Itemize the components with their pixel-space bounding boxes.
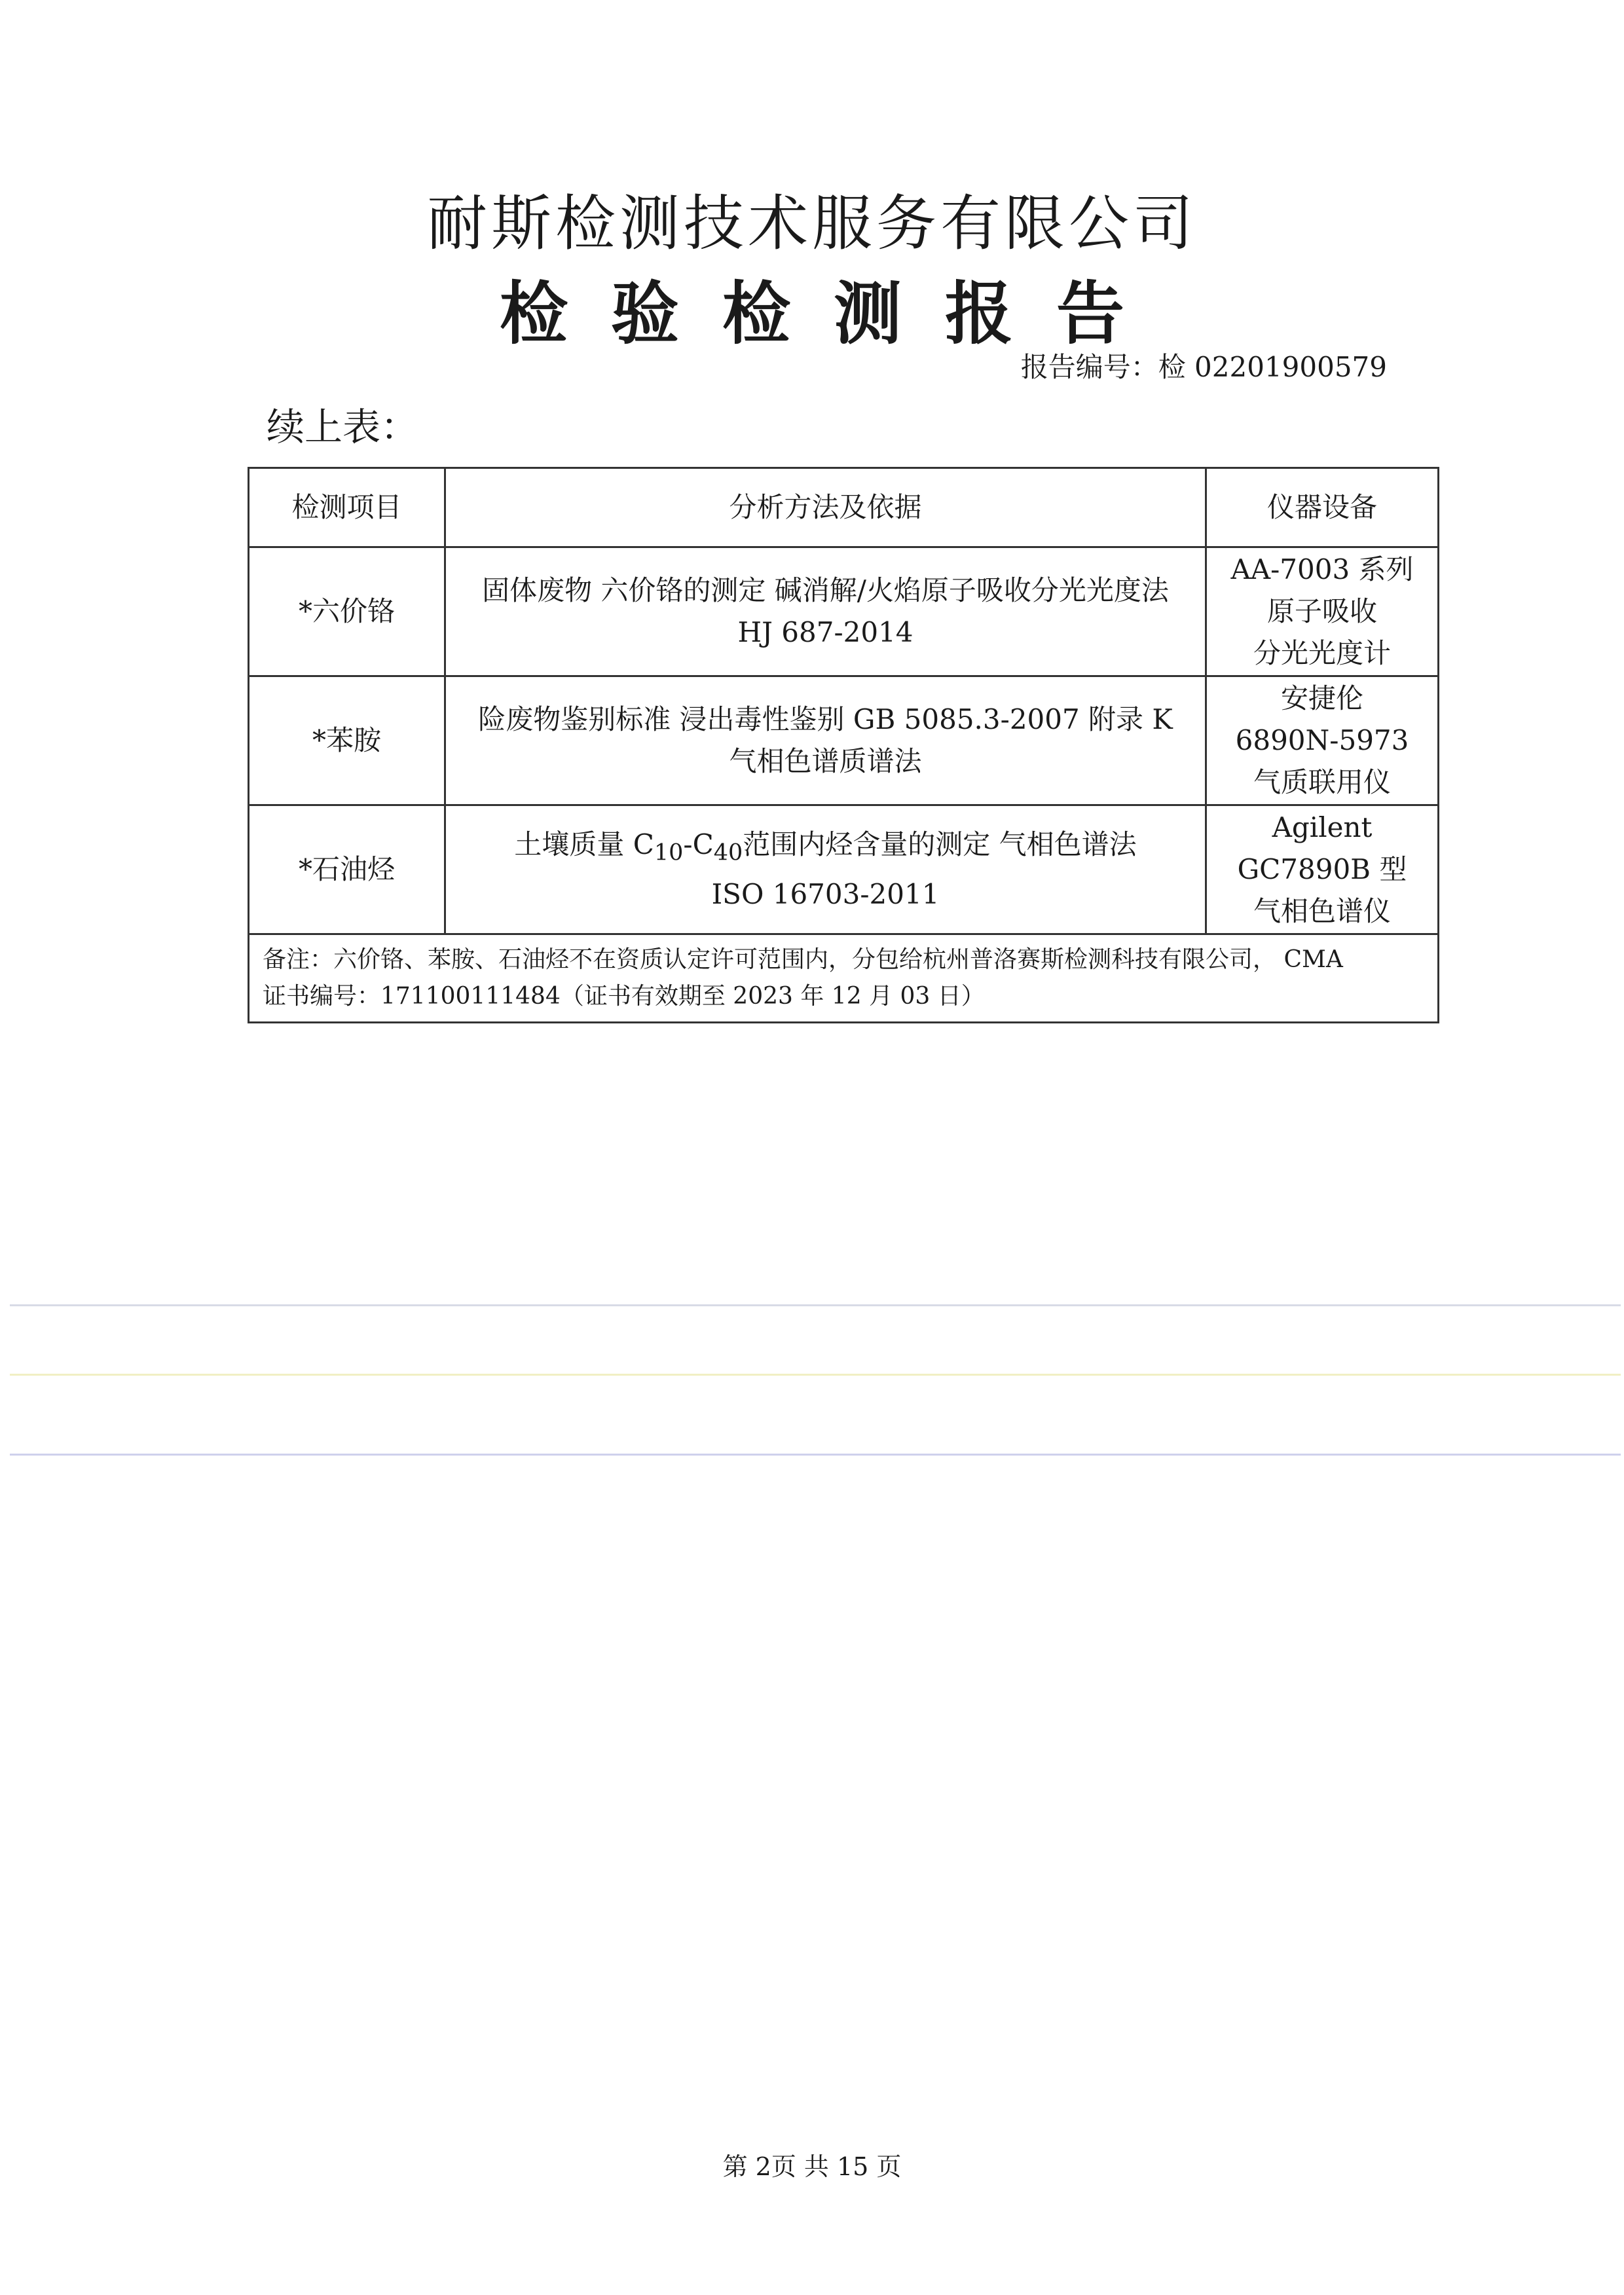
equipment-line: 原子吸收 bbox=[1266, 595, 1377, 627]
subscript: 40 bbox=[713, 839, 743, 866]
header-method: 分析方法及依据 bbox=[445, 468, 1206, 547]
scan-artifact-line bbox=[10, 1374, 1621, 1376]
note-row bbox=[249, 934, 1439, 1023]
equipment-line: 气质联用仪 bbox=[1253, 766, 1391, 798]
report-number: 报告编号：检 02201900579 bbox=[1020, 351, 1387, 383]
table-row bbox=[249, 547, 1439, 676]
equipment-cell bbox=[1206, 805, 1439, 934]
method-cell bbox=[445, 805, 1206, 934]
equipment-line: GC7890B 型 bbox=[1237, 853, 1407, 885]
scan-artifact-line bbox=[10, 1454, 1621, 1456]
header-test-item: 检测项目 bbox=[249, 468, 445, 547]
continued-label: 续上表： bbox=[267, 405, 419, 449]
note-line: 备注：六价铬、苯胺、石油烃不在资质认定许可范围内，分包给杭州普洛赛斯检测科技有限公司， CMA bbox=[263, 946, 1343, 973]
page-number: 第 2页 共 15 页 bbox=[722, 2152, 902, 2181]
method-text: 范围内烃含量的测定 气相色谱法 bbox=[743, 828, 1137, 860]
equipment-cell bbox=[1206, 547, 1439, 676]
equipment-line: 分光光度计 bbox=[1253, 637, 1391, 669]
method-cell bbox=[445, 547, 1206, 676]
test-item-cell: *六价铬 bbox=[249, 547, 445, 676]
equipment-line: 6890N-5973 bbox=[1235, 724, 1409, 756]
test-method-table bbox=[248, 467, 1439, 1023]
scan-artifact-line bbox=[10, 1304, 1621, 1306]
method-standard: ISO 16703-2011 bbox=[711, 878, 940, 911]
equipment-cell bbox=[1206, 676, 1439, 805]
header-equipment: 仪器设备 bbox=[1206, 468, 1439, 547]
equipment-line: 气相色谱仪 bbox=[1253, 895, 1391, 927]
method-line: 险废物鉴别标准 浸出毒性鉴别 GB 5085.3-2007 附录 K bbox=[478, 703, 1173, 735]
method-line bbox=[452, 824, 1198, 873]
note-line: 证书编号：171100111484（证书有效期至 2023 年 12 月 03 日） bbox=[263, 983, 985, 1010]
method-standard: HJ 687-2014 bbox=[737, 616, 913, 648]
equipment-line: AA-7003 系列 bbox=[1230, 553, 1414, 585]
note-cell bbox=[249, 934, 1439, 1023]
equipment-line: 安捷伦 bbox=[1280, 682, 1363, 714]
table-row bbox=[249, 805, 1439, 934]
equipment-line: Agilent bbox=[1272, 811, 1373, 843]
method-line: 固体废物 六价铬的测定 碱消解/火焰原子吸收分光光度法 bbox=[482, 574, 1169, 606]
test-item-cell: *苯胺 bbox=[249, 676, 445, 805]
report-title: 检验检测报告 bbox=[499, 274, 1168, 354]
subscript: 10 bbox=[654, 839, 684, 866]
method-standard: 气相色谱质谱法 bbox=[729, 745, 922, 777]
method-cell bbox=[445, 676, 1206, 805]
method-text: 土壤质量 C bbox=[514, 828, 654, 860]
company-name: 耐斯检测技术服务有限公司 bbox=[426, 189, 1197, 259]
test-item-cell: *石油烃 bbox=[249, 805, 445, 934]
table-header-row bbox=[249, 468, 1439, 547]
method-text: -C bbox=[683, 828, 714, 860]
table-row bbox=[249, 676, 1439, 805]
